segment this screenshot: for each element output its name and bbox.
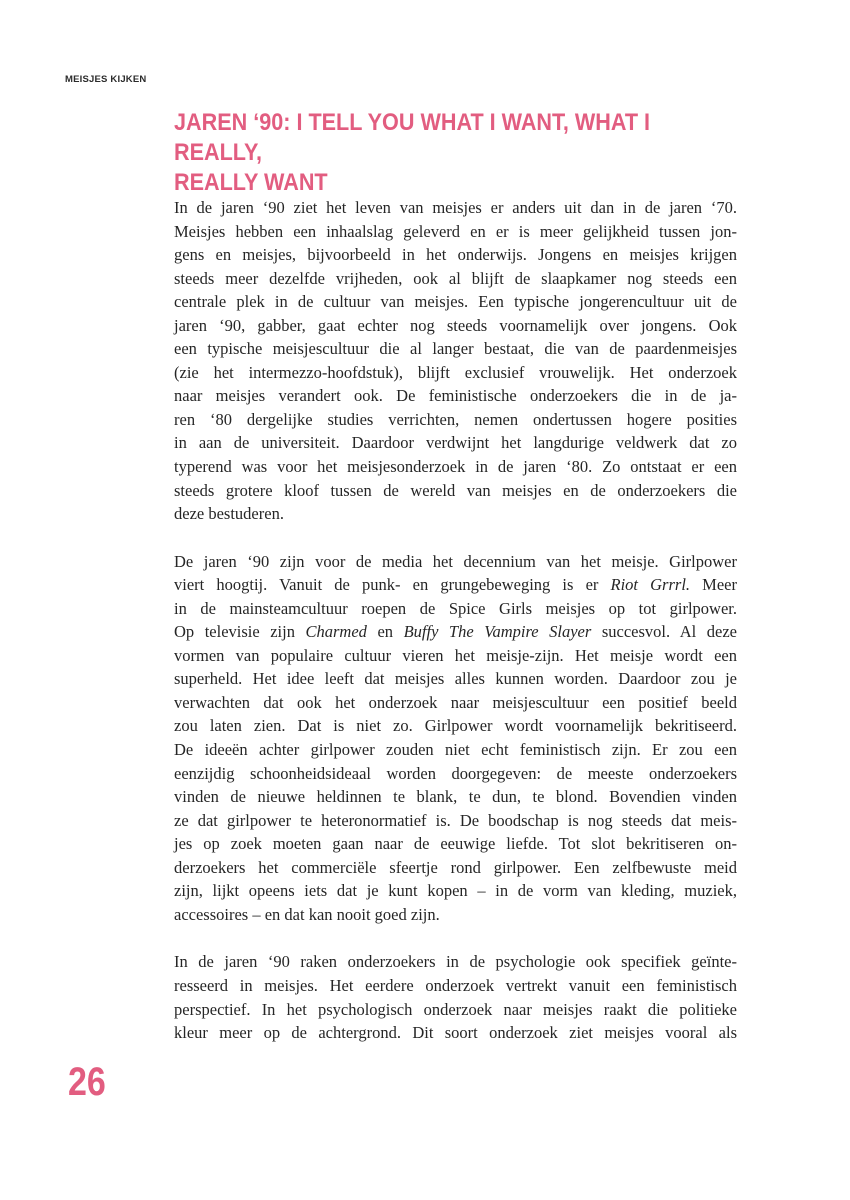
text-line: derzoekers het commerciële sfeertje rond girlpower. Een zelfbewuste meid — [174, 857, 737, 877]
text-run: succesvol. Al deze — [591, 622, 737, 642]
text-line: superheld. Het idee leeft dat meisjes alles kunnen worden. Daardoor zou je — [174, 669, 737, 689]
text-line: De ideeën achter girlpower zouden niet echt feministisch zijn. Er zou een — [174, 740, 737, 760]
text-line: vormen van populaire cultuur vieren het meisje-zijn. Het meisje wordt een — [174, 645, 737, 665]
text-line — [174, 620, 737, 644]
page-number: 26 — [68, 1060, 106, 1104]
text-line: accessoires – en dat kan nooit goed zijn. — [174, 904, 440, 924]
text-line: zijn, lijkt opeens iets dat je kunt kopen – in de vorm van kleding, muziek, — [174, 881, 737, 901]
text-line: deze bestuderen. — [174, 504, 284, 524]
text-line: In de jaren ‘90 ziet het leven van meisjes er anders uit dan in de jaren ‘70. — [174, 198, 737, 217]
italic-title: Buffy The Vampire Slayer — [403, 622, 592, 642]
running-head: MEISJES KIJKEN — [65, 74, 147, 85]
text-line: resseerd in meisjes. Het eerdere onderzoek vertrekt vanuit een feministisch — [174, 975, 737, 995]
text-line: perspectief. In het psychologisch onderzoek naar meisjes raakt die politieke — [174, 999, 737, 1019]
italic-title: Charmed — [305, 622, 367, 642]
text-line — [174, 573, 737, 597]
section-title — [174, 108, 714, 198]
text-line: steeds grotere kloof tussen de wereld van meisjes en de onderzoekers die — [174, 480, 737, 500]
section-title-line-1: JAREN ‘90: I TELL YOU WHAT I WANT, WHAT I REALLY, — [174, 109, 651, 166]
text-line: naar meisjes verandert ook. De feministische onderzoekers die in de ja- — [174, 386, 737, 406]
text-line: ren ‘80 dergelijke studies verrichten, nemen ondertussen hogere posities — [174, 409, 737, 429]
text-run: en — [366, 622, 404, 642]
text-line: gens en meisjes, bijvoorbeeld in het onderwijs. Jongens en meisjes krijgen — [174, 245, 737, 265]
text-run: Meer — [690, 575, 737, 595]
text-line: jaren ‘90, gabber, gaat echter nog steeds voornamelijk over jongens. Ook — [174, 315, 737, 335]
text-line: vinden de nieuwe heldinnen te blank, te dun, te blond. Bovendien vinden — [174, 787, 737, 807]
text-line: Meisjes hebben een inhaalslag geleverd en er is meer gelijkheid tussen jon- — [174, 221, 737, 241]
text-line: eenzijdig schoonheidsideaal worden doorgegeven: de meeste onderzoekers — [174, 763, 737, 783]
paragraph-2 — [174, 550, 737, 927]
text-line: in de mainsteamcultuur roepen de Spice Girls meisjes op tot girlpower. — [174, 598, 737, 618]
text-line: steeds meer dezelfde vrijheden, ook al blijft de slaapkamer nog steeds een — [174, 268, 737, 288]
paragraph-3 — [174, 950, 737, 1044]
text-line: In de jaren ‘90 raken onderzoekers in de psychologie ook specifiek geïnte- — [174, 952, 737, 972]
text-line: zou laten zien. Dat is niet zo. Girlpower wordt voornamelijk bekritiseerd. — [174, 716, 737, 736]
text-line: ze dat girlpower te heteronormatief is. De boodschap is nog steeds dat meis- — [174, 810, 737, 830]
text-line: in aan de universiteit. Daardoor verdwijnt het langdurige veldwerk dat zo — [174, 433, 737, 453]
text-line: centrale plek in de cultuur van meisjes. Een typische jongerencultuur uit de — [174, 292, 737, 312]
text-line: verwachten dat ook het onderzoek naar meisjescultuur een positief beeld — [174, 692, 737, 712]
text-line: typerend was voor het meisjesonderzoek in de jaren ‘80. Zo ontstaat er een — [174, 457, 737, 477]
text-line: een typische meisjescultuur die al langer bestaat, die van de paardenmeisjes — [174, 339, 737, 359]
paragraph-1 — [174, 196, 737, 526]
italic-title: Riot Grrrl. — [610, 575, 691, 595]
text-line: kleur meer op de achtergrond. Dit soort onderzoek ziet meisjes vooral als — [174, 1023, 737, 1043]
text-line: De jaren ‘90 zijn voor de media het decennium van het meisje. Girlpower — [174, 551, 737, 571]
body-text — [174, 196, 737, 1069]
text-run: viert hoogtij. Vanuit de punk- en grungebeweging is er — [174, 575, 611, 595]
section-title-line-2: REALLY WANT — [174, 169, 328, 196]
text-line: (zie het intermezzo-hoofdstuk), blijft exclusief vrouwelijk. Het onderzoek — [174, 362, 737, 382]
text-run: Op televisie zijn — [174, 622, 306, 642]
text-line: jes op zoek moeten gaan naar de eeuwige liefde. Tot slot bekritiseren on- — [174, 834, 737, 854]
